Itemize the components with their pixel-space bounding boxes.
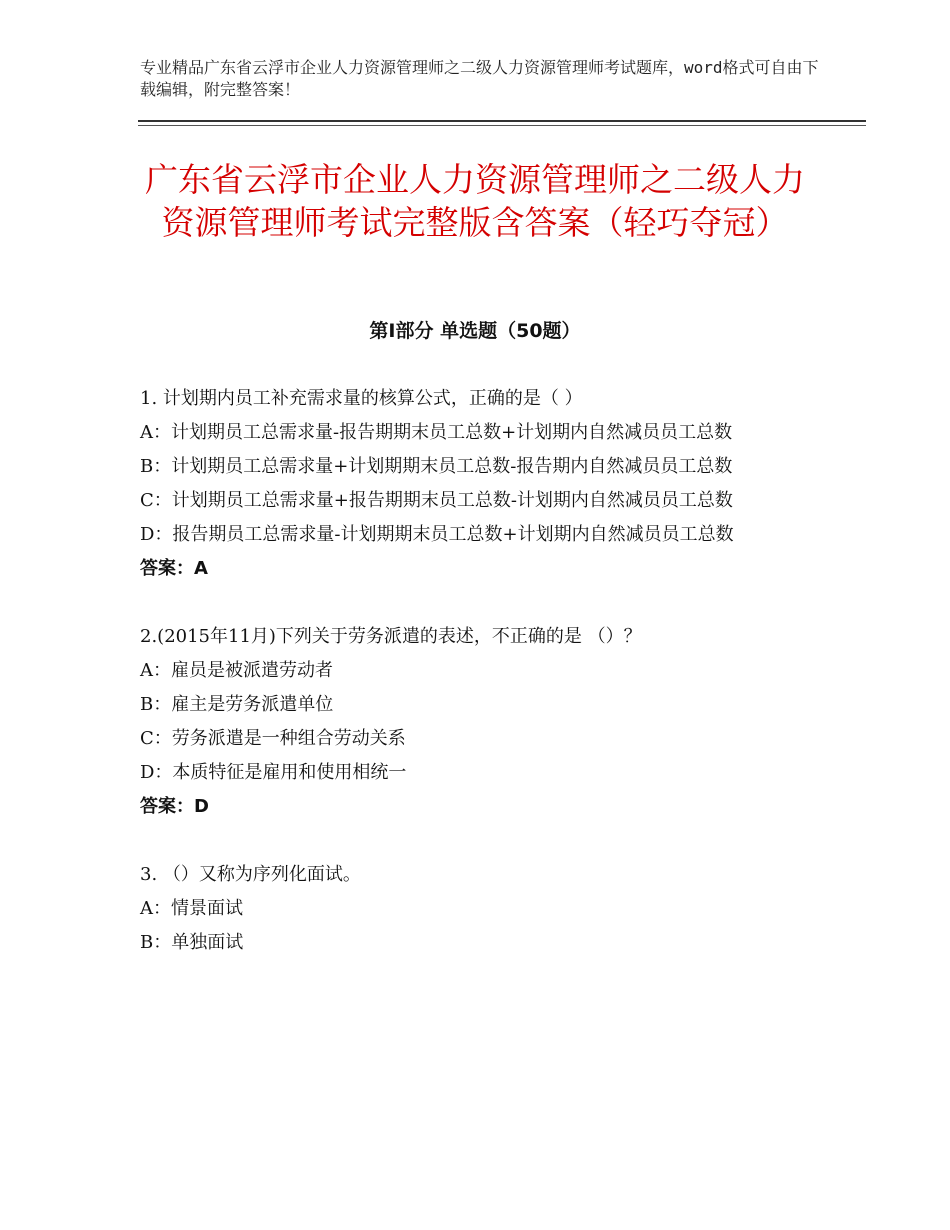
question-3 — [140, 858, 810, 960]
section-title: 第Ⅰ部分 单选题（50题） — [369, 320, 581, 342]
question-stem: 1. 计划期内员工补充需求量的核算公式，正确的是（ ） — [140, 388, 583, 409]
option-a: A：雇员是被派遣劳动者 — [140, 660, 333, 681]
option-b: B：单独面试 — [140, 932, 244, 953]
option-b: B：计划期员工总需求量+计划期期末员工总数-报告期内自然减员员工总数 — [140, 456, 733, 477]
option-a: A：计划期员工总需求量-报告期期末员工总数+计划期内自然减员员工总数 — [140, 422, 733, 443]
option-d: D：本质特征是雇用和使用相统一 — [140, 762, 407, 783]
header-note: 专业精品广东省云浮市企业人力资源管理师之二级人力资源管理师考试题库，word格式可自由下载编辑，附完整答案！ — [140, 58, 819, 99]
answer-label: 答案：D — [140, 796, 209, 817]
option-b: B：雇主是劳务派遣单位 — [140, 694, 334, 715]
question-stem: 2.(2015年11月)下列关于劳务派遣的表述，不正确的是 （）？ — [140, 626, 642, 647]
option-c: C：计划期员工总需求量+报告期期末员工总数-计划期内自然减员员工总数 — [140, 490, 733, 511]
question-stem: 3. （）又称为序列化面试。 — [140, 864, 361, 885]
answer-label: 答案：A — [140, 558, 208, 579]
option-c: C：劳务派遣是一种组合劳动关系 — [140, 728, 406, 749]
option-d: D：报告期员工总需求量-计划期期末员工总数+计划期内自然减员员工总数 — [140, 524, 734, 545]
question-2 — [140, 620, 810, 824]
question-1 — [140, 382, 810, 586]
option-a: A：情景面试 — [140, 898, 243, 919]
header-divider-thin — [138, 125, 866, 126]
question-list — [140, 382, 810, 994]
document-title: 广东省云浮市企业人力资源管理师之二级人力资源管理师考试完整版含答案（轻巧夺冠） — [145, 160, 805, 242]
header-divider-thick — [138, 120, 866, 122]
